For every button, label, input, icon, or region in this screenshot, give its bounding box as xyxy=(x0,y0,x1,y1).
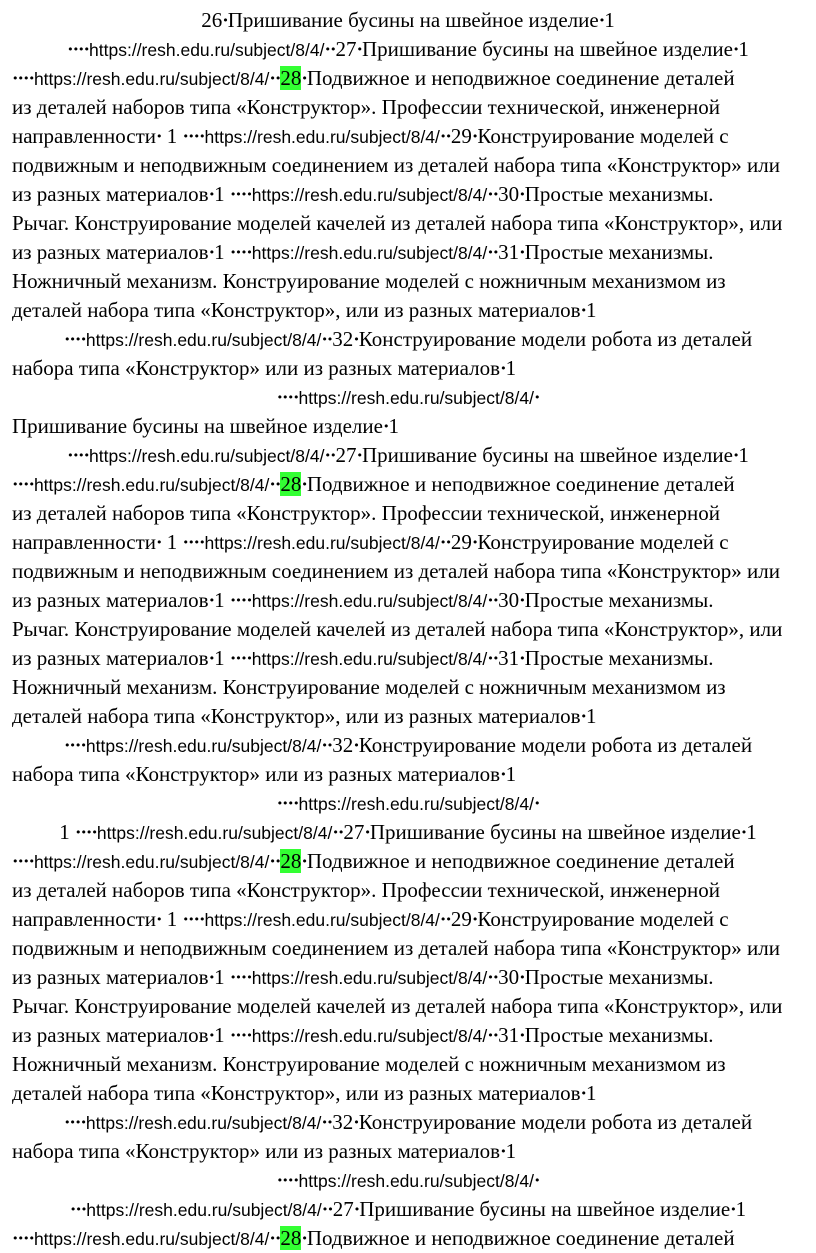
highlighted-lesson-number: 28 xyxy=(280,66,302,90)
bullet-dots: • xyxy=(301,855,307,868)
line-text: Ножничный механизм. Конструирование моделей с ножничным механизмом из xyxy=(12,1052,726,1076)
bullet-dots: • xyxy=(519,594,525,607)
line-text: из разных материалов xyxy=(12,240,209,264)
text-line xyxy=(0,760,816,789)
line-text: Конструирование модели робота из деталей xyxy=(358,327,753,351)
line-text: 1 xyxy=(161,530,183,554)
bullet-dots: •• xyxy=(321,739,333,752)
text-line xyxy=(0,470,816,499)
bullet-dots: •••• xyxy=(229,971,252,984)
text-line xyxy=(0,702,816,731)
highlighted-lesson-number: 28 xyxy=(280,1226,302,1250)
bullet-dots: • xyxy=(533,391,540,404)
text-line xyxy=(0,441,816,470)
resh-link[interactable]: https://resh.edu.ru/subject/8/4/ xyxy=(251,243,488,263)
line-text: 30 xyxy=(498,965,520,989)
bullet-dots: •• xyxy=(439,536,451,549)
bullet-dots: •• xyxy=(487,971,499,984)
line-text: 27 xyxy=(335,443,357,467)
text-line xyxy=(0,325,816,354)
bullet-dots: • xyxy=(500,362,506,375)
text-line xyxy=(0,905,816,934)
bullet-dots: •••• xyxy=(229,246,252,259)
bullet-dots: •••• xyxy=(229,188,252,201)
text-line xyxy=(0,354,816,383)
line-text: 1 xyxy=(214,646,230,670)
resh-link[interactable]: https://resh.edu.ru/subject/8/4/ xyxy=(251,185,488,205)
bullet-dots: •• xyxy=(487,652,499,665)
line-text: Конструирование модели робота из деталей xyxy=(358,1110,753,1134)
bullet-dots: •• xyxy=(332,826,344,839)
bullet-dots: •• xyxy=(321,1116,333,1129)
bullet-dots: •• xyxy=(269,855,281,868)
line-text: Подвижное и неподвижное соединение деталей xyxy=(306,1226,735,1250)
bullet-dots: • xyxy=(301,478,307,491)
bullet-dots: • xyxy=(208,652,215,665)
bullet-dots: • xyxy=(353,1203,360,1216)
line-text: 1 xyxy=(586,704,597,728)
bullet-dots: • xyxy=(156,130,162,143)
line-text: Пришивание бусины на швейное изделие xyxy=(369,820,741,844)
line-text: 1 xyxy=(735,1197,747,1221)
line-text: Подвижное и неподвижное соединение деталей xyxy=(306,472,735,496)
text-line xyxy=(0,644,816,673)
line-text: подвижным и неподвижным соединением из деталей набора типа «Конструктор» или xyxy=(12,559,780,583)
line-text: Рычаг. Конструирование моделей качелей из деталей набора типа «Конструктор», или xyxy=(12,994,783,1018)
bullet-dots: • xyxy=(156,536,162,549)
text-line xyxy=(0,586,816,615)
line-text: из разных материалов xyxy=(12,646,209,670)
bullet-dots: •• xyxy=(439,130,451,143)
resh-link[interactable]: https://resh.edu.ru/subject/8/4/ xyxy=(204,127,440,147)
bullet-dots: • xyxy=(208,594,215,607)
bullet-dots: • xyxy=(222,14,228,27)
line-text: набора типа «Конструктор» или из разных материалов xyxy=(12,1139,501,1163)
bullet-dots: • xyxy=(740,826,747,839)
resh-link[interactable]: https://resh.edu.ru/subject/8/4/ xyxy=(251,591,488,611)
line-text: 1 xyxy=(604,8,615,32)
resh-link[interactable]: https://resh.edu.ru/subject/8/4/ xyxy=(298,794,534,814)
resh-link[interactable]: https://resh.edu.ru/subject/8/4/ xyxy=(33,852,270,872)
line-text: Пришивание бусины на швейное изделие xyxy=(227,8,599,32)
line-text: Конструирование модели робота из деталей xyxy=(358,733,753,757)
bullet-dots: • xyxy=(732,43,739,56)
text-line xyxy=(0,789,816,818)
line-text: Пришивание бусины на швейное изделие xyxy=(359,1197,731,1221)
bullet-dots: • xyxy=(364,826,370,839)
bullet-dots: • xyxy=(356,449,362,462)
resh-link[interactable]: https://resh.edu.ru/subject/8/4/ xyxy=(251,1026,488,1046)
bullet-dots: •• xyxy=(487,594,499,607)
text-line xyxy=(0,1079,816,1108)
bullet-dots: • xyxy=(519,246,525,259)
line-text: направленности xyxy=(12,124,157,148)
line-text: из разных материалов xyxy=(12,588,209,612)
bullet-dots: •••• xyxy=(276,1174,299,1187)
text-line xyxy=(0,180,816,209)
bullet-dots: •••• xyxy=(67,449,90,462)
line-text: Рычаг. Конструирование моделей качелей из деталей набора типа «Конструктор», или xyxy=(12,211,783,235)
line-text: 31 xyxy=(498,240,520,264)
line-text: Простые механизмы. xyxy=(524,182,714,206)
resh-link[interactable]: https://resh.edu.ru/subject/8/4/ xyxy=(33,475,270,495)
text-line xyxy=(0,934,816,963)
resh-link[interactable]: https://resh.edu.ru/subject/8/4/ xyxy=(85,1113,322,1133)
line-text: Простые механизмы. xyxy=(524,240,714,264)
bullet-dots: • xyxy=(208,1029,215,1042)
bullet-dots: •••• xyxy=(67,43,90,56)
text-line xyxy=(0,499,816,528)
resh-link[interactable]: https://resh.edu.ru/subject/8/4/ xyxy=(86,1200,322,1220)
bullet-dots: •• xyxy=(269,478,281,491)
line-text: 29 xyxy=(450,124,472,148)
line-text: Простые механизмы. xyxy=(524,588,714,612)
line-text: Простые механизмы. xyxy=(524,965,714,989)
line-text: 32 xyxy=(332,1110,354,1134)
line-text: 1 xyxy=(214,588,230,612)
line-text: 27 xyxy=(343,820,365,844)
bullet-dots: •••• xyxy=(229,1029,252,1042)
text-line xyxy=(0,1050,816,1079)
line-text: 32 xyxy=(332,327,354,351)
bullet-dots: •••• xyxy=(63,739,86,752)
text-line xyxy=(0,1021,816,1050)
line-text: деталей набора типа «Конструктор», или из разных материалов xyxy=(12,704,581,728)
bullet-dots: • xyxy=(356,43,362,56)
text-line xyxy=(0,557,816,586)
bullet-dots: • xyxy=(519,1029,525,1042)
bullet-dots: • xyxy=(533,797,540,810)
text-line xyxy=(0,267,816,296)
line-text: деталей набора типа «Конструктор», или из разных материалов xyxy=(12,1081,581,1105)
bullet-dots: ••• xyxy=(69,1203,87,1216)
text-line xyxy=(0,1137,816,1166)
bullet-dots: • xyxy=(500,768,506,781)
bullet-dots: • xyxy=(598,14,605,27)
bullet-dots: • xyxy=(208,246,215,259)
line-text: Конструирование моделей с xyxy=(477,530,729,554)
line-text: 27 xyxy=(332,1197,354,1221)
line-text: 1 xyxy=(214,965,230,989)
line-text: Пришивание бусины на швейное изделие xyxy=(361,443,733,467)
bullet-dots: • xyxy=(730,1203,736,1216)
line-text: 1 xyxy=(505,1139,517,1163)
line-text: 1 xyxy=(388,414,399,438)
text-line xyxy=(0,818,816,847)
line-text: подвижным и неподвижным соединением из деталей набора типа «Конструктор» или xyxy=(12,153,780,177)
bullet-dots: •••• xyxy=(63,333,86,346)
bullet-dots: • xyxy=(301,72,307,85)
resh-link[interactable]: https://resh.edu.ru/subject/8/4/ xyxy=(298,1171,534,1191)
line-text: подвижным и неподвижным соединением из деталей набора типа «Конструктор» или xyxy=(12,936,780,960)
bullet-dots: •••• xyxy=(12,478,34,491)
resh-link[interactable]: https://resh.edu.ru/subject/8/4/ xyxy=(89,446,325,466)
line-text: Конструирование моделей с xyxy=(477,124,729,148)
resh-link[interactable]: https://resh.edu.ru/subject/8/4/ xyxy=(85,330,322,350)
bullet-dots: •••• xyxy=(229,594,252,607)
text-line xyxy=(0,209,816,238)
line-text: Подвижное и неподвижное соединение деталей xyxy=(306,66,735,90)
bullet-dots: • xyxy=(533,1174,540,1187)
bullet-dots: • xyxy=(500,1145,506,1158)
text-line xyxy=(0,6,816,35)
line-text: из разных материалов xyxy=(12,1023,209,1047)
bullet-dots: •••• xyxy=(229,652,252,665)
text-line xyxy=(0,1166,816,1195)
bullet-dots: •••• xyxy=(182,913,205,926)
line-text: 1 xyxy=(505,762,517,786)
text-line xyxy=(0,876,816,905)
resh-link[interactable]: https://resh.edu.ru/subject/8/4/ xyxy=(204,533,440,553)
resh-link[interactable]: https://resh.edu.ru/subject/8/4/ xyxy=(33,1229,270,1249)
text-line xyxy=(0,1195,816,1224)
line-text: 29 xyxy=(450,530,472,554)
text-line xyxy=(0,296,816,325)
bullet-dots: • xyxy=(519,971,525,984)
line-text: Простые механизмы. xyxy=(524,646,714,670)
bullet-dots: •• xyxy=(269,72,281,85)
line-text: Рычаг. Конструирование моделей качелей из деталей набора типа «Конструктор», или xyxy=(12,617,783,641)
line-text: 1 xyxy=(214,1023,230,1047)
line-text: 1 xyxy=(505,356,517,380)
line-text: 1 xyxy=(738,443,749,467)
bullet-dots: •• xyxy=(439,913,451,926)
line-text: 27 xyxy=(335,37,357,61)
line-text: из деталей наборов типа «Конструктор». Профессии технической, инженерной xyxy=(12,95,721,119)
line-text: Подвижное и неподвижное соединение деталей xyxy=(306,849,735,873)
line-text: Пришивание бусины на швейное изделие xyxy=(361,37,733,61)
text-line xyxy=(0,35,816,64)
resh-link[interactable]: https://resh.edu.ru/subject/8/4/ xyxy=(204,910,440,930)
resh-link[interactable]: https://resh.edu.ru/subject/8/4/ xyxy=(85,736,322,756)
line-text: 29 xyxy=(450,907,472,931)
line-text: из деталей наборов типа «Конструктор». Профессии технической, инженерной xyxy=(12,878,721,902)
resh-link[interactable]: https://resh.edu.ru/subject/8/4/ xyxy=(251,968,488,988)
bullet-dots: •• xyxy=(487,246,499,259)
bullet-dots: • xyxy=(353,739,359,752)
resh-link[interactable]: https://resh.edu.ru/subject/8/4/ xyxy=(89,40,325,60)
line-text: 1 xyxy=(586,298,597,322)
resh-link[interactable]: https://resh.edu.ru/subject/8/4/ xyxy=(33,69,270,89)
line-text: Пришивание бусины на швейное изделие xyxy=(12,414,383,438)
bullet-dots: •• xyxy=(269,1232,281,1245)
bullet-dots: •••• xyxy=(276,391,299,404)
text-line xyxy=(0,992,816,1021)
line-text: 1 xyxy=(161,124,183,148)
text-line xyxy=(0,122,816,151)
line-text: Конструирование моделей с xyxy=(477,907,729,931)
line-text: направленности xyxy=(12,530,157,554)
text-line xyxy=(0,1108,816,1137)
bullet-dots: •••• xyxy=(63,1116,86,1129)
line-text: 31 xyxy=(498,646,520,670)
line-text: 1 xyxy=(586,1081,597,1105)
line-text: 30 xyxy=(498,588,520,612)
bullet-dots: •• xyxy=(487,188,499,201)
line-text: 26 xyxy=(201,8,223,32)
line-text: из разных материалов xyxy=(12,965,209,989)
bullet-dots: • xyxy=(382,420,389,433)
text-line xyxy=(0,528,816,557)
bullet-dots: •••• xyxy=(74,826,97,839)
highlighted-lesson-number: 28 xyxy=(280,472,302,496)
bullet-dots: •• xyxy=(487,1029,499,1042)
bullet-dots: • xyxy=(732,449,739,462)
line-text: Простые механизмы. xyxy=(524,1023,714,1047)
bullet-dots: •• xyxy=(324,43,336,56)
bullet-dots: •••• xyxy=(182,536,205,549)
text-line xyxy=(0,731,816,760)
line-text: 31 xyxy=(498,1023,520,1047)
bullet-dots: • xyxy=(580,304,587,317)
bullet-dots: •••• xyxy=(182,130,205,143)
line-text: 1 xyxy=(161,907,183,931)
bullet-dots: • xyxy=(208,188,215,201)
line-text: 1 xyxy=(738,37,749,61)
bullet-dots: •••• xyxy=(12,855,34,868)
bullet-dots: • xyxy=(471,913,478,926)
bullet-dots: • xyxy=(301,1232,307,1245)
bullet-dots: •••• xyxy=(12,1232,34,1245)
bullet-dots: • xyxy=(580,710,587,723)
bullet-dots: •••• xyxy=(276,797,299,810)
bullet-dots: •••• xyxy=(12,72,34,85)
text-line xyxy=(0,151,816,180)
line-text: направленности xyxy=(12,907,157,931)
bullet-dots: • xyxy=(471,130,478,143)
bullet-dots: • xyxy=(208,971,215,984)
bullet-dots: • xyxy=(519,652,525,665)
resh-link[interactable]: https://resh.edu.ru/subject/8/4/ xyxy=(251,649,488,669)
text-line xyxy=(0,93,816,122)
bullet-dots: •• xyxy=(321,333,333,346)
highlighted-lesson-number: 28 xyxy=(280,849,302,873)
text-line xyxy=(0,412,816,441)
line-text: из деталей наборов типа «Конструктор». Профессии технической, инженерной xyxy=(12,501,721,525)
line-text: 1 xyxy=(746,820,757,844)
resh-link[interactable]: https://resh.edu.ru/subject/8/4/ xyxy=(298,388,534,408)
line-text: 1 xyxy=(214,240,230,264)
text-line xyxy=(0,238,816,267)
text-line xyxy=(0,64,816,93)
bullet-dots: •• xyxy=(321,1203,333,1216)
line-text: деталей набора типа «Конструктор», или из разных материалов xyxy=(12,298,581,322)
bullet-dots: • xyxy=(353,333,359,346)
bullet-dots: • xyxy=(471,536,478,549)
line-text: набора типа «Конструктор» или из разных материалов xyxy=(12,356,501,380)
bullet-dots: • xyxy=(519,188,525,201)
text-line xyxy=(0,1224,816,1253)
line-text: Ножничный механизм. Конструирование моделей с ножничным механизмом из xyxy=(12,675,726,699)
text-line xyxy=(0,673,816,702)
line-text: 1 xyxy=(59,820,75,844)
bullet-dots: • xyxy=(156,913,162,926)
text-line xyxy=(0,963,816,992)
bullet-dots: • xyxy=(353,1116,359,1129)
line-text: Ножничный механизм. Конструирование моделей с ножничным механизмом из xyxy=(12,269,726,293)
bullet-dots: •• xyxy=(324,449,336,462)
line-text: 1 xyxy=(214,182,230,206)
line-text: 32 xyxy=(332,733,354,757)
bullet-dots: • xyxy=(580,1087,587,1100)
line-text: 30 xyxy=(498,182,520,206)
line-text: набора типа «Конструктор» или из разных материалов xyxy=(12,762,501,786)
resh-link[interactable]: https://resh.edu.ru/subject/8/4/ xyxy=(96,823,333,843)
line-text: из разных материалов xyxy=(12,182,209,206)
text-line xyxy=(0,383,816,412)
text-line xyxy=(0,615,816,644)
text-line xyxy=(0,847,816,876)
